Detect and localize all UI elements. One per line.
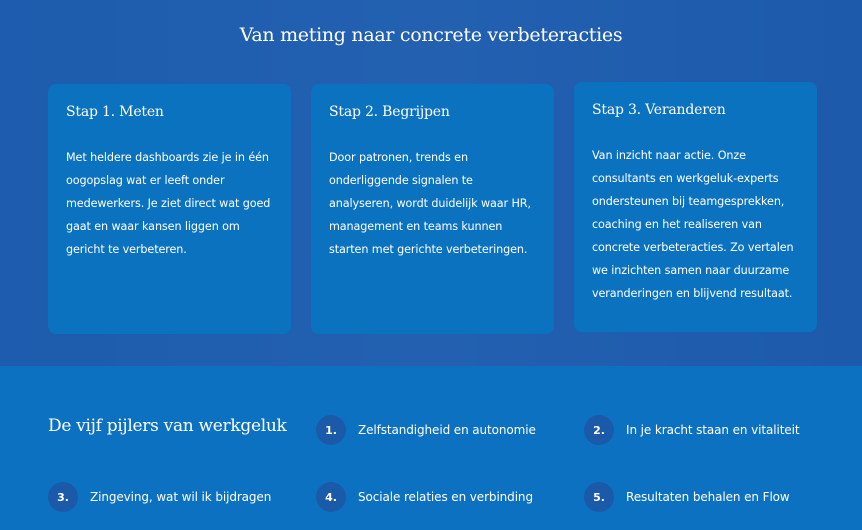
pillar-label: Sociale relaties en verbinding — [358, 490, 533, 504]
pillar-number-badge: 3. — [48, 482, 78, 512]
step-card-veranderen — [574, 82, 817, 332]
pillar-item — [584, 482, 790, 512]
step-card-title: Stap 2. Begrijpen — [329, 104, 450, 120]
step-card-begrijpen — [311, 84, 554, 334]
pillar-label: Resultaten behalen en Flow — [626, 490, 790, 504]
pillar-item — [48, 482, 271, 512]
pillar-number-badge: 4. — [316, 482, 346, 512]
step-card-text: Van inzicht naar actie. Onze consultants en werkgeluk-experts ondersteunen bij teamgesprekken, coaching en het realiseren van concrete verbeteracties. Zo vertalen we inzichten samen naar duurzame veranderingen en blijvend resultaat. — [592, 149, 794, 300]
pillar-item — [584, 415, 799, 445]
step-card-text: Met heldere dashboards zie je in één oogopslag wat er leeft onder medewerkers. Je ziet direct wat goed gaat en waar kansen liggen om gericht te verbeteren. — [66, 151, 271, 256]
step-card-text: Door patronen, trends en onderliggende signalen te analyseren, wordt duidelijk waar HR, management en teams kunnen starten met gerichte verbeteringen. — [329, 151, 531, 256]
pillar-item — [316, 415, 536, 445]
pillar-item — [316, 482, 533, 512]
pillar-number-badge: 2. — [584, 415, 614, 445]
pillars-section-title: De vijf pijlers van werkgeluk — [48, 416, 287, 436]
pillar-label: Zelfstandigheid en autonomie — [358, 423, 536, 437]
steps-section-title: Van meting naar concrete verbeteracties — [239, 24, 623, 46]
pillars-section — [0, 366, 862, 530]
pillar-number-badge: 5. — [584, 482, 614, 512]
pillar-label: In je kracht staan en vitaliteit — [626, 423, 800, 437]
pillar-number-badge: 1. — [316, 415, 346, 445]
step-card-title: Stap 3. Veranderen — [592, 102, 726, 118]
step-card-meten — [48, 84, 291, 334]
step-card-title: Stap 1. Meten — [66, 104, 164, 120]
pillar-label: Zingeving, wat wil ik bijdragen — [90, 490, 272, 504]
